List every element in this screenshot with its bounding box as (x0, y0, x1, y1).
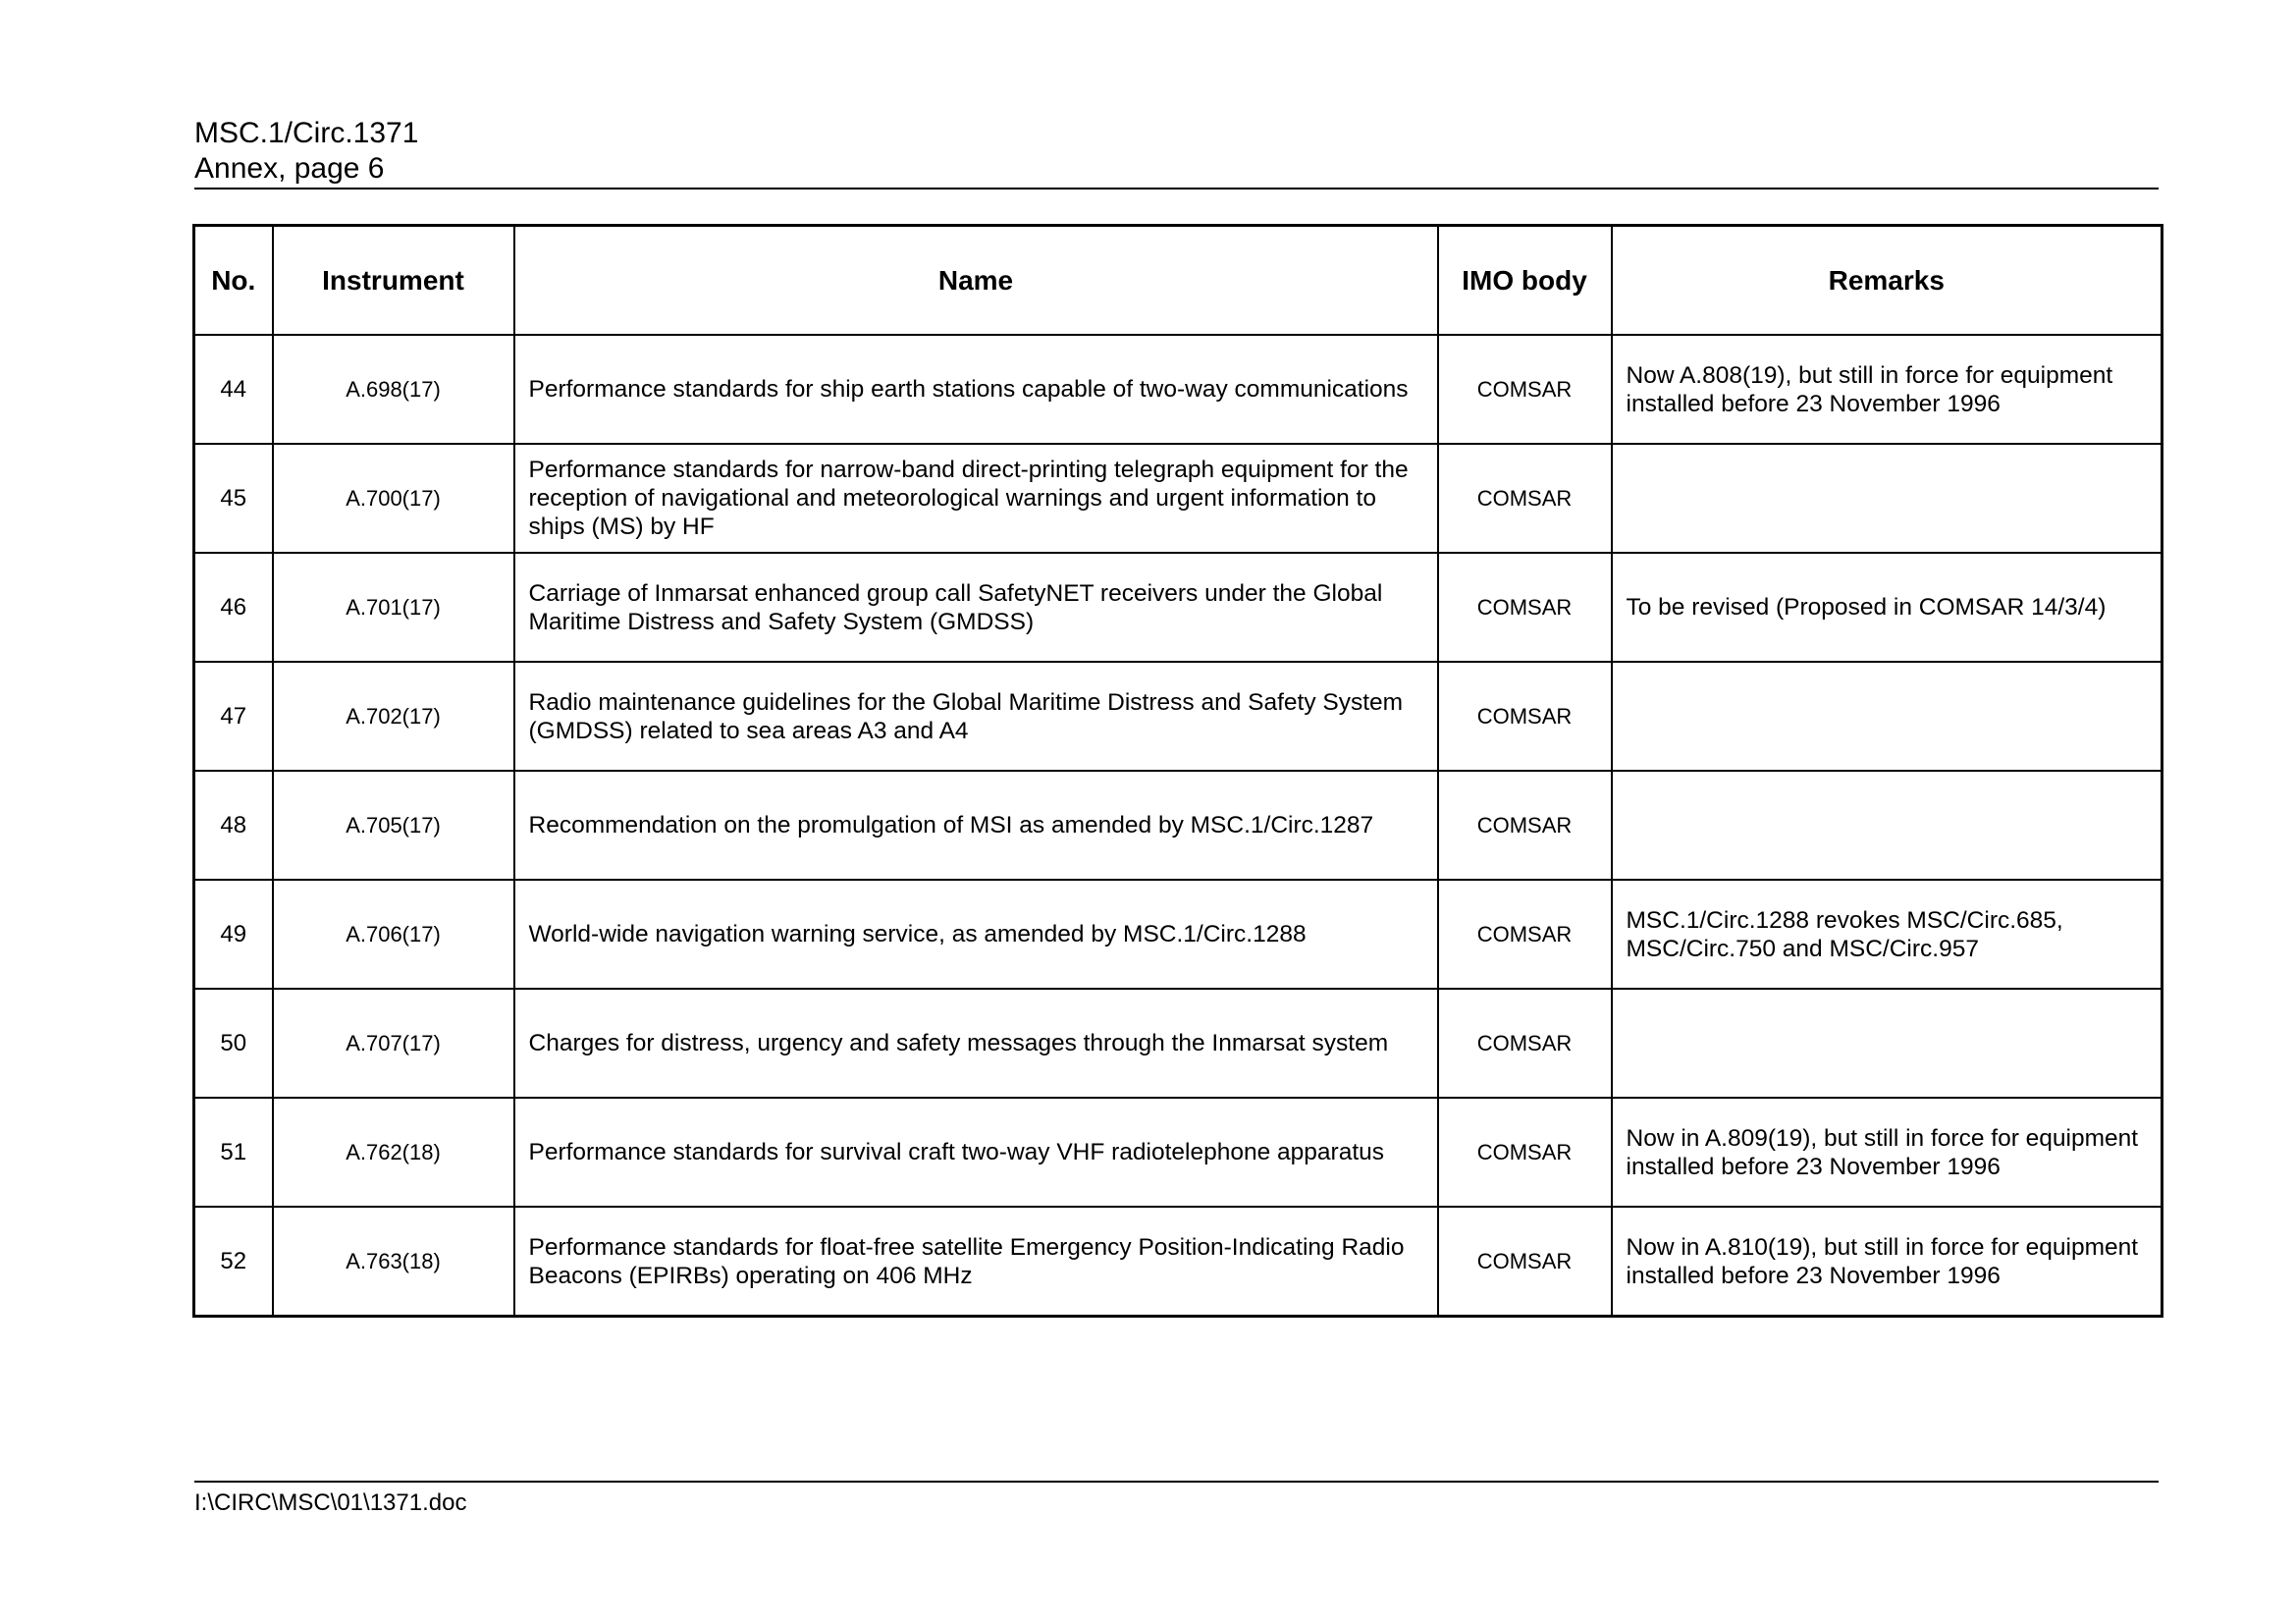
cell-instrument: A.706(17) (273, 880, 514, 989)
cell-instrument: A.705(17) (273, 771, 514, 880)
instruments-table (192, 224, 2163, 1318)
cell-name: Carriage of Inmarsat enhanced group call SafetyNET receivers under the Global Maritime Distress and Safety System (GMDSS) (514, 553, 1438, 662)
cell-imo-body: COMSAR (1438, 335, 1612, 444)
cell-name: World-wide navigation warning service, as amended by MSC.1/Circ.1288 (514, 880, 1438, 989)
cell-name: Recommendation on the promulgation of MSI as amended by MSC.1/Circ.1287 (514, 771, 1438, 880)
cell-name: Radio maintenance guidelines for the Global Maritime Distress and Safety System (GMDSS) related to sea areas A3 and A4 (514, 662, 1438, 771)
cell-no: 48 (194, 771, 273, 880)
column-header-instrument: Instrument (273, 226, 514, 336)
table-row (194, 553, 2163, 662)
cell-remarks: Now in A.810(19), but still in force for equipment installed before 23 November 1996 (1612, 1207, 2163, 1317)
cell-name: Performance standards for narrow-band direct-printing telegraph equipment for the reception of navigational and meteorological warnings and urgent information to ships (MS) by HF (514, 444, 1438, 553)
cell-no: 45 (194, 444, 273, 553)
cell-name: Performance standards for float-free satellite Emergency Position-Indicating Radio Beacons (EPIRBs) operating on 406 MHz (514, 1207, 1438, 1317)
cell-instrument: A.701(17) (273, 553, 514, 662)
table-row (194, 662, 2163, 771)
table-row (194, 1098, 2163, 1207)
cell-remarks (1612, 662, 2163, 771)
column-header-name: Name (514, 226, 1438, 336)
cell-imo-body: COMSAR (1438, 1098, 1612, 1207)
cell-instrument: A.700(17) (273, 444, 514, 553)
document-header (194, 116, 2157, 187)
cell-no: 51 (194, 1098, 273, 1207)
table-row (194, 880, 2163, 989)
cell-instrument: A.762(18) (273, 1098, 514, 1207)
cell-imo-body: COMSAR (1438, 444, 1612, 553)
cell-imo-body: COMSAR (1438, 1207, 1612, 1317)
cell-instrument: A.698(17) (273, 335, 514, 444)
table-row (194, 335, 2163, 444)
cell-no: 46 (194, 553, 273, 662)
table-row (194, 1207, 2163, 1317)
cell-instrument: A.763(18) (273, 1207, 514, 1317)
cell-remarks: Now in A.809(19), but still in force for equipment installed before 23 November 1996 (1612, 1098, 2163, 1207)
cell-remarks (1612, 771, 2163, 880)
cell-imo-body: COMSAR (1438, 989, 1612, 1098)
footer-file-path: I:\CIRC\MSC\01\1371.doc (194, 1489, 467, 1516)
cell-no: 44 (194, 335, 273, 444)
cell-imo-body: COMSAR (1438, 662, 1612, 771)
cell-no: 50 (194, 989, 273, 1098)
cell-no: 49 (194, 880, 273, 989)
column-header-no: No. (194, 226, 273, 336)
table-row (194, 771, 2163, 880)
cell-remarks (1612, 989, 2163, 1098)
cell-remarks (1612, 444, 2163, 553)
cell-name: Charges for distress, urgency and safety messages through the Inmarsat system (514, 989, 1438, 1098)
document-reference: MSC.1/Circ.1371 (194, 117, 419, 149)
cell-remarks: Now A.808(19), but still in force for equipment installed before 23 November 1996 (1612, 335, 2163, 444)
cell-remarks: MSC.1/Circ.1288 revokes MSC/Circ.685, MSC/Circ.750 and MSC/Circ.957 (1612, 880, 2163, 989)
cell-remarks: To be revised (Proposed in COMSAR 14/3/4) (1612, 553, 2163, 662)
cell-instrument: A.702(17) (273, 662, 514, 771)
cell-instrument: A.707(17) (273, 989, 514, 1098)
cell-no: 52 (194, 1207, 273, 1317)
cell-imo-body: COMSAR (1438, 553, 1612, 662)
page-reference: Annex, page 6 (194, 152, 385, 185)
cell-name: Performance standards for ship earth stations capable of two-way communications (514, 335, 1438, 444)
table-header-row (194, 226, 2163, 336)
table-row (194, 989, 2163, 1098)
cell-name: Performance standards for survival craft two-way VHF radiotelephone apparatus (514, 1098, 1438, 1207)
cell-imo-body: COMSAR (1438, 880, 1612, 989)
column-header-remarks: Remarks (1612, 226, 2163, 336)
cell-imo-body: COMSAR (1438, 771, 1612, 880)
table-row (194, 444, 2163, 553)
header-divider (194, 188, 2159, 189)
footer-divider (194, 1481, 2159, 1483)
cell-no: 47 (194, 662, 273, 771)
column-header-imo-body: IMO body (1438, 226, 1612, 336)
